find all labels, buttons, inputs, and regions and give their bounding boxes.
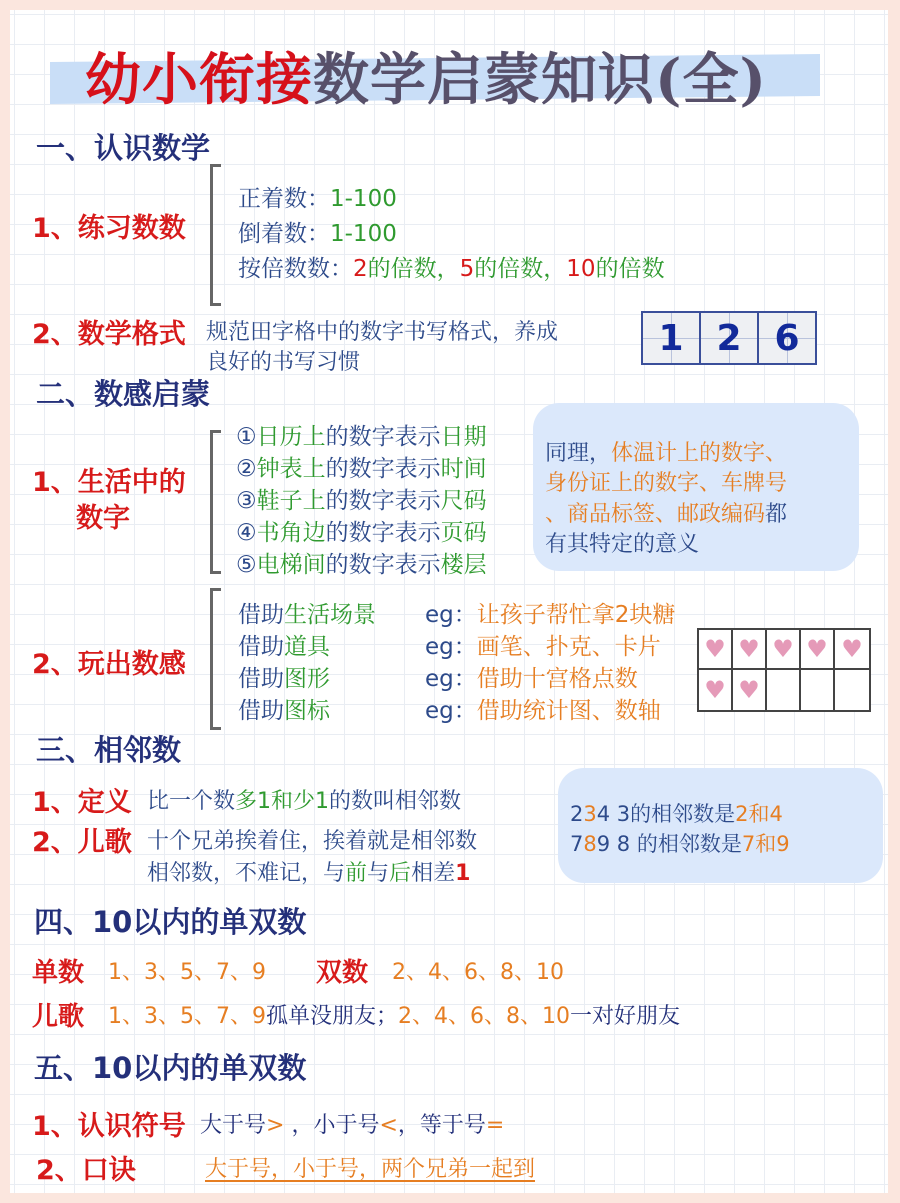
bracket bbox=[210, 588, 221, 730]
play-row: 借助生活场景 bbox=[238, 602, 376, 628]
section-heading-5: 五、10以内的单双数 bbox=[34, 1046, 306, 1087]
bracket bbox=[210, 430, 221, 574]
heart-icon: ♥ bbox=[699, 670, 733, 710]
symbols-text: 大于号> ，小于号<，等于号= bbox=[200, 1113, 505, 1138]
play-example: eg：借助统计图、数轴 bbox=[425, 698, 661, 724]
heart-icon: ♥ bbox=[733, 630, 767, 670]
heart-icon: ♥ bbox=[801, 630, 835, 670]
bubble-line: 、商品标签、邮政编码都 bbox=[545, 502, 788, 527]
play-example: eg：借助十宫格点数 bbox=[425, 666, 638, 692]
play-example: eg：画笔、扑克、卡片 bbox=[425, 634, 661, 660]
tianzige-cell: 6 bbox=[759, 313, 815, 363]
ten-frame bbox=[697, 628, 871, 712]
even-label: 双数 bbox=[316, 958, 369, 988]
section-heading-3: 三、相邻数 bbox=[36, 728, 181, 769]
life-number-line: ④书角边的数字表示页码 bbox=[236, 520, 487, 546]
heart-icon: ♥ bbox=[699, 630, 733, 670]
heart-icon: ♥ bbox=[733, 670, 767, 710]
item-label-life-numbers-2: 数字 bbox=[76, 503, 130, 534]
count-backward: 倒着数：1-100 bbox=[238, 221, 397, 247]
count-forward: 正着数：1-100 bbox=[238, 186, 397, 212]
play-row: 借助图标 bbox=[238, 698, 330, 724]
song-line2: 相邻数，不难记，与前与后相差1 bbox=[147, 861, 471, 886]
bubble-line: 有其特定的意义 bbox=[545, 532, 700, 557]
odd-label: 单数 bbox=[32, 958, 85, 988]
definition-text: 比一个数多1和少1的数叫相邻数 bbox=[147, 789, 462, 814]
section-heading-4: 四、10以内的单双数 bbox=[34, 900, 306, 941]
life-number-line: ⑤电梯间的数字表示楼层 bbox=[236, 552, 487, 578]
title-part-gray: 数学启蒙知识(全) bbox=[313, 47, 767, 113]
song-line1: 十个兄弟挨着住，挨着就是相邻数 bbox=[147, 829, 478, 854]
item-label-format: 2、数学格式 bbox=[32, 319, 186, 350]
item-label-definition: 1、定义 bbox=[32, 787, 132, 818]
title-part-red: 幼小衔接 bbox=[85, 47, 313, 113]
item-label-play: 2、玩出数感 bbox=[32, 649, 186, 680]
life-number-line: ①日历上的数字表示日期 bbox=[236, 424, 487, 450]
section-heading-2: 二、数感启蒙 bbox=[36, 372, 210, 413]
tianzige-cell: 1 bbox=[643, 313, 701, 363]
play-example: eg：让孩子帮忙拿2块糖 bbox=[425, 602, 676, 628]
bracket bbox=[210, 164, 221, 306]
play-row: 借助道具 bbox=[238, 634, 330, 660]
heart-icon: ♥ bbox=[835, 630, 869, 670]
life-number-line: ③鞋子上的数字表示尺码 bbox=[236, 488, 487, 514]
format-desc-line2: 良好的书写习惯 bbox=[206, 350, 361, 375]
heart-icon: ♥ bbox=[767, 630, 801, 670]
bubble-line: 身份证上的数字、车牌号 bbox=[545, 471, 788, 496]
play-row: 借助图形 bbox=[238, 666, 330, 692]
even-values: 2、4、6、8、10 bbox=[392, 960, 564, 985]
item-label-counting: 1、练习数数 bbox=[32, 213, 186, 244]
bubble-line: 同理，体温计上的数字、 bbox=[545, 441, 788, 466]
item-label-rhyme: 2、口诀 bbox=[36, 1155, 136, 1186]
section-heading-1: 一、认识数学 bbox=[36, 126, 210, 167]
item-label-song: 2、儿歌 bbox=[32, 827, 132, 858]
item-label-life-numbers-1: 1、生活中的 bbox=[32, 467, 186, 498]
empty-cell bbox=[835, 670, 869, 710]
count-multiples: 按倍数数：2的倍数，5的倍数，10的倍数 bbox=[238, 256, 665, 282]
empty-cell bbox=[801, 670, 835, 710]
odd-values: 1、3、5、7、9 bbox=[108, 960, 266, 985]
tianzige-grid bbox=[641, 311, 817, 365]
empty-cell bbox=[767, 670, 801, 710]
format-desc-line1: 规范田字格中的数字书写格式，养成 bbox=[206, 320, 559, 345]
life-number-line: ②钟表上的数字表示时间 bbox=[236, 456, 487, 482]
neighbor-example-1: 234 3的相邻数是2和4 bbox=[570, 802, 783, 826]
odd-even-song: 1、3、5、7、9孤单没朋友；2、4、6、8、10一对好朋友 bbox=[108, 1004, 681, 1029]
neighbor-example-2: 789 8 的相邻数是7和9 bbox=[570, 832, 790, 856]
page-title bbox=[85, 36, 767, 116]
rhyme-text: 大于号，小于号，两个兄弟一起到 bbox=[205, 1157, 536, 1182]
tianzige-cell: 2 bbox=[701, 313, 759, 363]
song-label: 儿歌 bbox=[32, 1002, 85, 1032]
item-label-symbols: 1、认识符号 bbox=[32, 1111, 186, 1142]
